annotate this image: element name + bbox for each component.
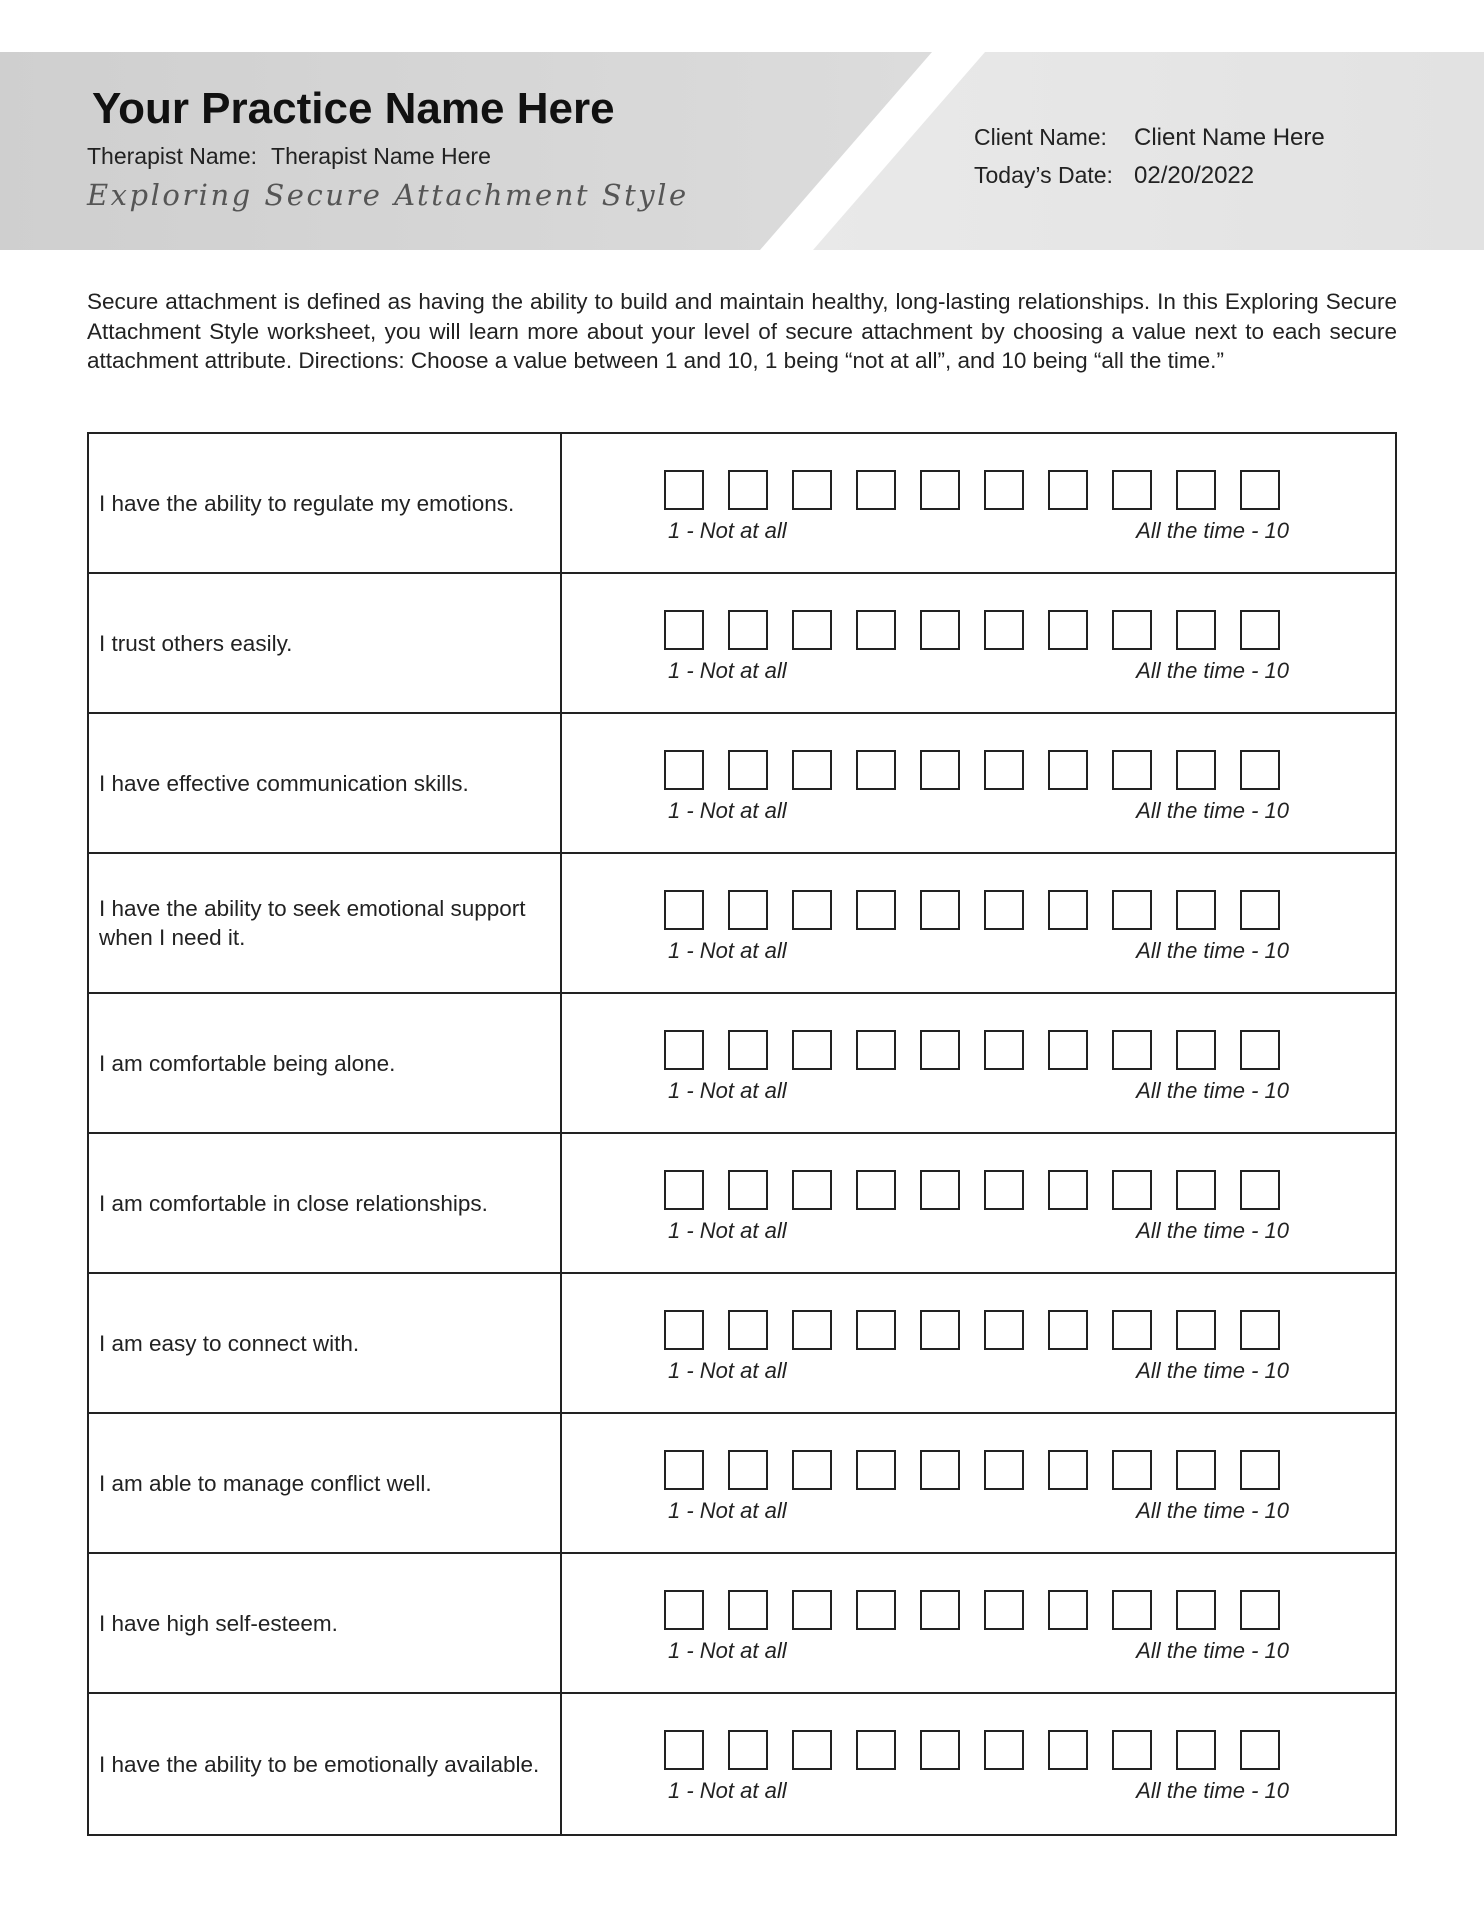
rating-checkbox-7[interactable] — [1048, 1450, 1088, 1490]
rating-checkbox-4[interactable] — [856, 1170, 896, 1210]
scale-high-label: All the time - 10 — [1136, 518, 1289, 543]
scale-high-label: All the time - 10 — [1136, 1358, 1289, 1383]
rating-checkbox-2[interactable] — [728, 890, 768, 930]
rating-checkbox-group — [664, 1450, 1280, 1490]
rating-scale — [562, 1274, 1395, 1412]
rating-checkbox-2[interactable] — [728, 750, 768, 790]
date-label: Today’s Date: — [974, 162, 1113, 188]
rating-checkbox-3[interactable] — [792, 1030, 832, 1070]
rating-scale — [562, 1134, 1395, 1272]
rating-checkbox-2[interactable] — [728, 1730, 768, 1770]
rating-checkbox-9[interactable] — [1176, 470, 1216, 510]
rating-checkbox-7[interactable] — [1048, 1310, 1088, 1350]
scale-high-label: All the time - 10 — [1136, 658, 1289, 683]
rating-checkbox-7[interactable] — [1048, 1590, 1088, 1630]
rating-checkbox-2[interactable] — [728, 470, 768, 510]
rating-checkbox-10[interactable] — [1240, 1730, 1280, 1770]
therapist-name-value: Therapist Name Here — [271, 143, 491, 169]
scale-low-label: 1 - Not at all — [668, 518, 787, 543]
table-row — [89, 994, 1395, 1134]
rating-checkbox-3[interactable] — [792, 1170, 832, 1210]
rating-checkbox-group — [664, 750, 1280, 790]
rating-checkbox-1[interactable] — [664, 1170, 704, 1210]
client-info — [974, 124, 1325, 200]
scale-low-label: 1 - Not at all — [668, 1218, 787, 1243]
rating-checkbox-10[interactable] — [1240, 1450, 1280, 1490]
rating-checkbox-7[interactable] — [1048, 610, 1088, 650]
rating-checkbox-10[interactable] — [1240, 610, 1280, 650]
rating-checkbox-2[interactable] — [728, 1310, 768, 1350]
worksheet-title: Exploring Secure Attachment Style — [87, 178, 689, 212]
rating-checkbox-10[interactable] — [1240, 1590, 1280, 1630]
rating-checkbox-group — [664, 890, 1280, 930]
rating-checkbox-3[interactable] — [792, 1450, 832, 1490]
rating-checkbox-group — [664, 1310, 1280, 1350]
rating-checkbox-7[interactable] — [1048, 890, 1088, 930]
rating-table — [87, 432, 1397, 1836]
intro-paragraph: Secure attachment is defined as having the ability to build and maintain healthy, long-lasting relationships. In this Exploring Secure Attachment Style worksheet, you will learn more about your level of secure attachment by choosing a value next to each secure attachment attribute. Directions: Choose a value between 1 and 10, 1 being “not at all”, and 10 being “all the time.” — [87, 289, 1397, 373]
rating-checkbox-group — [664, 1170, 1280, 1210]
rating-checkbox-4[interactable] — [856, 1310, 896, 1350]
rating-checkbox-6[interactable] — [984, 750, 1024, 790]
rating-checkbox-group — [664, 610, 1280, 650]
rating-checkbox-3[interactable] — [792, 610, 832, 650]
rating-checkbox-6[interactable] — [984, 1030, 1024, 1070]
rating-checkbox-4[interactable] — [856, 470, 896, 510]
rating-checkbox-2[interactable] — [728, 1170, 768, 1210]
rating-checkbox-1[interactable] — [664, 1730, 704, 1770]
rating-checkbox-7[interactable] — [1048, 1730, 1088, 1770]
client-name-value: Client Name Here — [1134, 124, 1325, 151]
scale-low-label: 1 - Not at all — [668, 1498, 787, 1523]
rating-checkbox-9[interactable] — [1176, 1170, 1216, 1210]
table-row — [89, 574, 1395, 714]
rating-checkbox-4[interactable] — [856, 1730, 896, 1770]
rating-checkbox-3[interactable] — [792, 470, 832, 510]
rating-checkbox-3[interactable] — [792, 890, 832, 930]
rating-checkbox-1[interactable] — [664, 750, 704, 790]
rating-checkbox-9[interactable] — [1176, 610, 1216, 650]
rating-checkbox-8[interactable] — [1112, 610, 1152, 650]
rating-checkbox-7[interactable] — [1048, 470, 1088, 510]
rating-checkbox-group — [664, 1590, 1280, 1630]
rating-checkbox-7[interactable] — [1048, 750, 1088, 790]
table-row — [89, 1274, 1395, 1414]
rating-checkbox-7[interactable] — [1048, 1030, 1088, 1070]
table-row — [89, 1554, 1395, 1694]
rating-checkbox-10[interactable] — [1240, 1170, 1280, 1210]
rating-checkbox-5[interactable] — [920, 1170, 960, 1210]
scale-low-label: 1 - Not at all — [668, 1078, 787, 1103]
rating-checkbox-6[interactable] — [984, 1730, 1024, 1770]
rating-checkbox-5[interactable] — [920, 470, 960, 510]
date-value: 02/20/2022 — [1134, 162, 1255, 189]
scale-high-label: All the time - 10 — [1136, 1498, 1289, 1523]
rating-checkbox-10[interactable] — [1240, 1030, 1280, 1070]
scale-high-label: All the time - 10 — [1136, 938, 1289, 963]
rating-checkbox-4[interactable] — [856, 1030, 896, 1070]
rating-checkbox-6[interactable] — [984, 470, 1024, 510]
statement-text: I have the ability to seek emotional support when I need it. — [89, 854, 562, 992]
rating-checkbox-8[interactable] — [1112, 1450, 1152, 1490]
rating-checkbox-6[interactable] — [984, 1590, 1024, 1630]
rating-checkbox-8[interactable] — [1112, 890, 1152, 930]
statement-text: I have the ability to regulate my emotions. — [89, 434, 562, 572]
date-row — [974, 162, 1325, 200]
rating-checkbox-8[interactable] — [1112, 1030, 1152, 1070]
rating-checkbox-5[interactable] — [920, 1310, 960, 1350]
rating-checkbox-group — [664, 1730, 1280, 1770]
client-name-row — [974, 124, 1325, 162]
rating-checkbox-5[interactable] — [920, 1030, 960, 1070]
rating-checkbox-group — [664, 470, 1280, 510]
rating-checkbox-6[interactable] — [984, 1310, 1024, 1350]
rating-checkbox-10[interactable] — [1240, 1310, 1280, 1350]
rating-scale — [562, 574, 1395, 712]
therapist-label: Therapist Name: — [87, 143, 258, 169]
rating-checkbox-2[interactable] — [728, 1590, 768, 1630]
rating-checkbox-5[interactable] — [920, 1730, 960, 1770]
rating-checkbox-7[interactable] — [1048, 1170, 1088, 1210]
rating-checkbox-1[interactable] — [664, 1450, 704, 1490]
statement-text: I trust others easily. — [89, 574, 562, 712]
scale-low-label: 1 - Not at all — [668, 798, 787, 823]
client-name-label: Client Name: — [974, 124, 1107, 150]
scale-low-label: 1 - Not at all — [668, 658, 787, 683]
scale-high-label: All the time - 10 — [1136, 1778, 1289, 1803]
statement-text: I am easy to connect with. — [89, 1274, 562, 1412]
rating-checkbox-9[interactable] — [1176, 1450, 1216, 1490]
table-row — [89, 1414, 1395, 1554]
statement-text: I have high self-esteem. — [89, 1554, 562, 1692]
rating-checkbox-6[interactable] — [984, 610, 1024, 650]
scale-high-label: All the time - 10 — [1136, 798, 1289, 823]
rating-scale — [562, 1414, 1395, 1552]
rating-checkbox-2[interactable] — [728, 610, 768, 650]
statement-text: I am able to manage conflict well. — [89, 1414, 562, 1552]
rating-checkbox-3[interactable] — [792, 750, 832, 790]
rating-checkbox-1[interactable] — [664, 1590, 704, 1630]
rating-scale — [562, 434, 1395, 572]
rating-checkbox-8[interactable] — [1112, 470, 1152, 510]
rating-checkbox-9[interactable] — [1176, 1310, 1216, 1350]
rating-checkbox-8[interactable] — [1112, 1170, 1152, 1210]
rating-checkbox-6[interactable] — [984, 1170, 1024, 1210]
table-row — [89, 714, 1395, 854]
rating-checkbox-4[interactable] — [856, 1450, 896, 1490]
scale-low-label: 1 - Not at all — [668, 1358, 787, 1383]
rating-checkbox-4[interactable] — [856, 610, 896, 650]
scale-high-label: All the time - 10 — [1136, 1218, 1289, 1243]
statement-text: I am comfortable in close relationships. — [89, 1134, 562, 1272]
table-row — [89, 1134, 1395, 1274]
rating-checkbox-8[interactable] — [1112, 750, 1152, 790]
rating-checkbox-2[interactable] — [728, 1030, 768, 1070]
rating-checkbox-5[interactable] — [920, 890, 960, 930]
rating-checkbox-1[interactable] — [664, 610, 704, 650]
rating-checkbox-5[interactable] — [920, 1450, 960, 1490]
scale-high-label: All the time - 10 — [1136, 1638, 1289, 1663]
rating-checkbox-8[interactable] — [1112, 1310, 1152, 1350]
scale-low-label: 1 - Not at all — [668, 938, 787, 963]
rating-scale — [562, 1554, 1395, 1692]
rating-checkbox-1[interactable] — [664, 1030, 704, 1070]
table-row — [89, 1694, 1395, 1834]
rating-checkbox-group — [664, 1030, 1280, 1070]
therapist-row — [87, 143, 491, 170]
rating-checkbox-9[interactable] — [1176, 1730, 1216, 1770]
rating-checkbox-9[interactable] — [1176, 1590, 1216, 1630]
rating-checkbox-9[interactable] — [1176, 750, 1216, 790]
rating-checkbox-1[interactable] — [664, 1310, 704, 1350]
practice-name: Your Practice Name Here — [92, 84, 615, 133]
rating-checkbox-10[interactable] — [1240, 890, 1280, 930]
rating-checkbox-1[interactable] — [664, 890, 704, 930]
rating-checkbox-5[interactable] — [920, 750, 960, 790]
scale-low-label: 1 - Not at all — [668, 1638, 787, 1663]
rating-checkbox-4[interactable] — [856, 1590, 896, 1630]
rating-checkbox-2[interactable] — [728, 1450, 768, 1490]
table-row — [89, 434, 1395, 574]
statement-text: I have effective communication skills. — [89, 714, 562, 852]
rating-checkbox-10[interactable] — [1240, 470, 1280, 510]
scale-high-label: All the time - 10 — [1136, 1078, 1289, 1103]
rating-checkbox-1[interactable] — [664, 470, 704, 510]
rating-checkbox-9[interactable] — [1176, 1030, 1216, 1070]
rating-checkbox-6[interactable] — [984, 890, 1024, 930]
rating-checkbox-3[interactable] — [792, 1590, 832, 1630]
rating-scale — [562, 1694, 1395, 1834]
rating-checkbox-9[interactable] — [1176, 890, 1216, 930]
rating-checkbox-4[interactable] — [856, 750, 896, 790]
statement-text: I am comfortable being alone. — [89, 994, 562, 1132]
rating-checkbox-3[interactable] — [792, 1310, 832, 1350]
table-row — [89, 854, 1395, 994]
scale-low-label: 1 - Not at all — [668, 1778, 787, 1803]
rating-checkbox-8[interactable] — [1112, 1730, 1152, 1770]
rating-scale — [562, 994, 1395, 1132]
rating-checkbox-5[interactable] — [920, 610, 960, 650]
statement-text: I have the ability to be emotionally available. — [89, 1694, 562, 1834]
rating-checkbox-5[interactable] — [920, 1590, 960, 1630]
rating-scale — [562, 714, 1395, 852]
rating-checkbox-10[interactable] — [1240, 750, 1280, 790]
rating-checkbox-3[interactable] — [792, 1730, 832, 1770]
rating-checkbox-6[interactable] — [984, 1450, 1024, 1490]
rating-scale — [562, 854, 1395, 992]
rating-checkbox-4[interactable] — [856, 890, 896, 930]
rating-checkbox-8[interactable] — [1112, 1590, 1152, 1630]
